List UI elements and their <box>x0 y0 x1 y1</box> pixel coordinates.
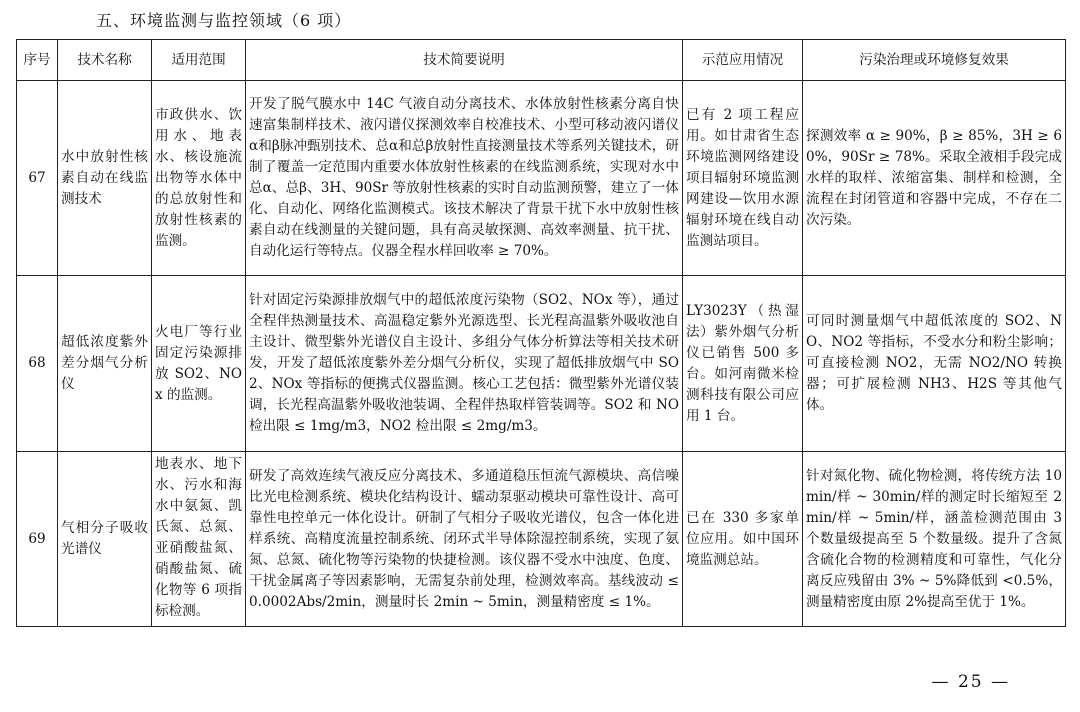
table-header-row <box>17 40 1066 81</box>
row-demo: 已有 2 项工程应用。如甘肃省生态环境监测网络建设项目辐射环境监测网建设—饮用水源辐射环境在线自动监测站项目。 <box>683 81 803 276</box>
row-name: 气相分子吸收光谱仪 <box>58 452 152 627</box>
row-effect: 可同时测量烟气中超低浓度的 SO2、NO、NO2 等指标，不受水分和粉尘影响；可直接检测 NO2，无需 NO2/NO 转换器；可扩展检测 NH3、H2S 等其他气体。 <box>803 276 1066 452</box>
row-effect: 探测效率 α ≥ 90%，β ≥ 85%，3H ≥ 60%，90Sr ≥ 78%。采取全液相手段完成水样的取样、浓缩富集、制样和检测，全流程在封闭管道和容器中完成，不存在二次污染。 <box>803 81 1066 276</box>
header-desc: 技术简要说明 <box>246 40 683 81</box>
table-row <box>17 276 1066 452</box>
row-name: 水中放射性核素自动在线监测技术 <box>58 81 152 276</box>
header-demo: 示范应用情况 <box>683 40 803 81</box>
row-desc: 开发了脱气膜水中 14C 气液自动分离技术、水体放射性核素分离自快速富集制样技术、液闪谱仪探测效率自校准技术、小型可移动液闪谱仪α和β脉冲甄别技术、总α和总β放射性直接测量技术等系列关键技术，研制了覆盖一定范围内重要水体放射性核素的在线监测系统，实现对水中总α、总β、3H、90Sr 等放射性核素的实时自动监测预警，建立了一体化、自动化、网络化监测模式。该技术解决了背景干扰下水中放射性核素自动在线测量的关键问题，具有高灵敏探测、高效率测量、抗干扰、自动化运行等特点。仪器全程水样回收率 ≥ 70%。 <box>246 81 683 276</box>
header-effect: 污染治理或环境修复效果 <box>803 40 1066 81</box>
row-scope: 火电厂等行业固定污染源排放 SO2、NOx 的监测。 <box>152 276 246 452</box>
header-scope: 适用范围 <box>152 40 246 81</box>
table-row <box>17 452 1066 627</box>
header-no: 序号 <box>17 40 58 81</box>
row-no: 68 <box>17 276 58 452</box>
row-effect: 针对氮化物、硫化物检测，将传统方法 10min/样 ~ 30min/样的测定时长缩短至 2min/样 ~ 5min/样，涵盖检测范围由 3 个数量级提高至 5 个数量级。提升了含氮含硫化合物的检测精度和可靠性，气化分离反应残留由 3% ~ 5%降低到 <0.5%，测量精密度由原 2%提高至优于 1%。 <box>803 452 1066 627</box>
row-desc: 研发了高效连续气液反应分离技术、多通道稳压恒流气源模块、高信噪比光电检测系统、模块化结构设计、蠕动泵驱动模块可靠性设计、高可靠性电控单元一体化设计。研制了气相分子吸收光谱仪，包含一体化进样系统、高精度流量控制系统、闭环式半导体除湿控制系统，实现了氨氮、总氮、硫化物等污染物的快捷检测。该仪器不受水中浊度、色度、干扰金属离子等因素影响，无需复杂前处理，检测效率高。基线波动 ≤ 0.0002Abs/2min，测量时长 2min ~ 5min，测量精密度 ≤ 1%。 <box>246 452 683 627</box>
row-scope: 市政供水、饮用水、地表水、核设施流出物等水体中的总放射性和放射性核素的监测。 <box>152 81 246 276</box>
header-name: 技术名称 <box>58 40 152 81</box>
table-row <box>17 81 1066 276</box>
row-desc: 针对固定污染源排放烟气中的超低浓度污染物（SO2、NOx 等），通过全程伴热测量技术、高温稳定紫外光源选型、长光程高温紫外吸收池自主设计、微型紫外光谱仪自主设计、多组分气体分析算法等相关技术研发，开发了超低浓度紫外差分烟气分析仪，实现了超低排放烟气中 SO2、NOx 等指标的便携式仪器监测。核心工艺包括：微型紫外光谱仪装调，长光程高温紫外吸收池装调、全程伴热取样管装调等。SO2 和 NO 检出限 ≤ 1mg/m3，NO2 检出限 ≤ 2mg/m3。 <box>246 276 683 452</box>
row-no: 69 <box>17 452 58 627</box>
row-demo: 已在 330 多家单位应用。如中国环境监测总站。 <box>683 452 803 627</box>
technology-table <box>16 39 1066 627</box>
row-demo: LY3023Y（热湿法）紫外烟气分析仪已销售 500 多台。如河南微米检测科技有限公司应用 1 台。 <box>683 276 803 452</box>
row-no: 67 <box>17 81 58 276</box>
section-title: 五、环境监测与监控领域（6 项） <box>96 11 352 30</box>
row-scope: 地表水、地下水、污水和海水中氨氮、凯氏氮、总氮、亚硝酸盐氮、硝酸盐氮、硫化物等 6 项指标检测。 <box>152 452 246 627</box>
row-name: 超低浓度紫外差分烟气分析仪 <box>58 276 152 452</box>
page-number: — 25 — <box>931 672 1010 692</box>
